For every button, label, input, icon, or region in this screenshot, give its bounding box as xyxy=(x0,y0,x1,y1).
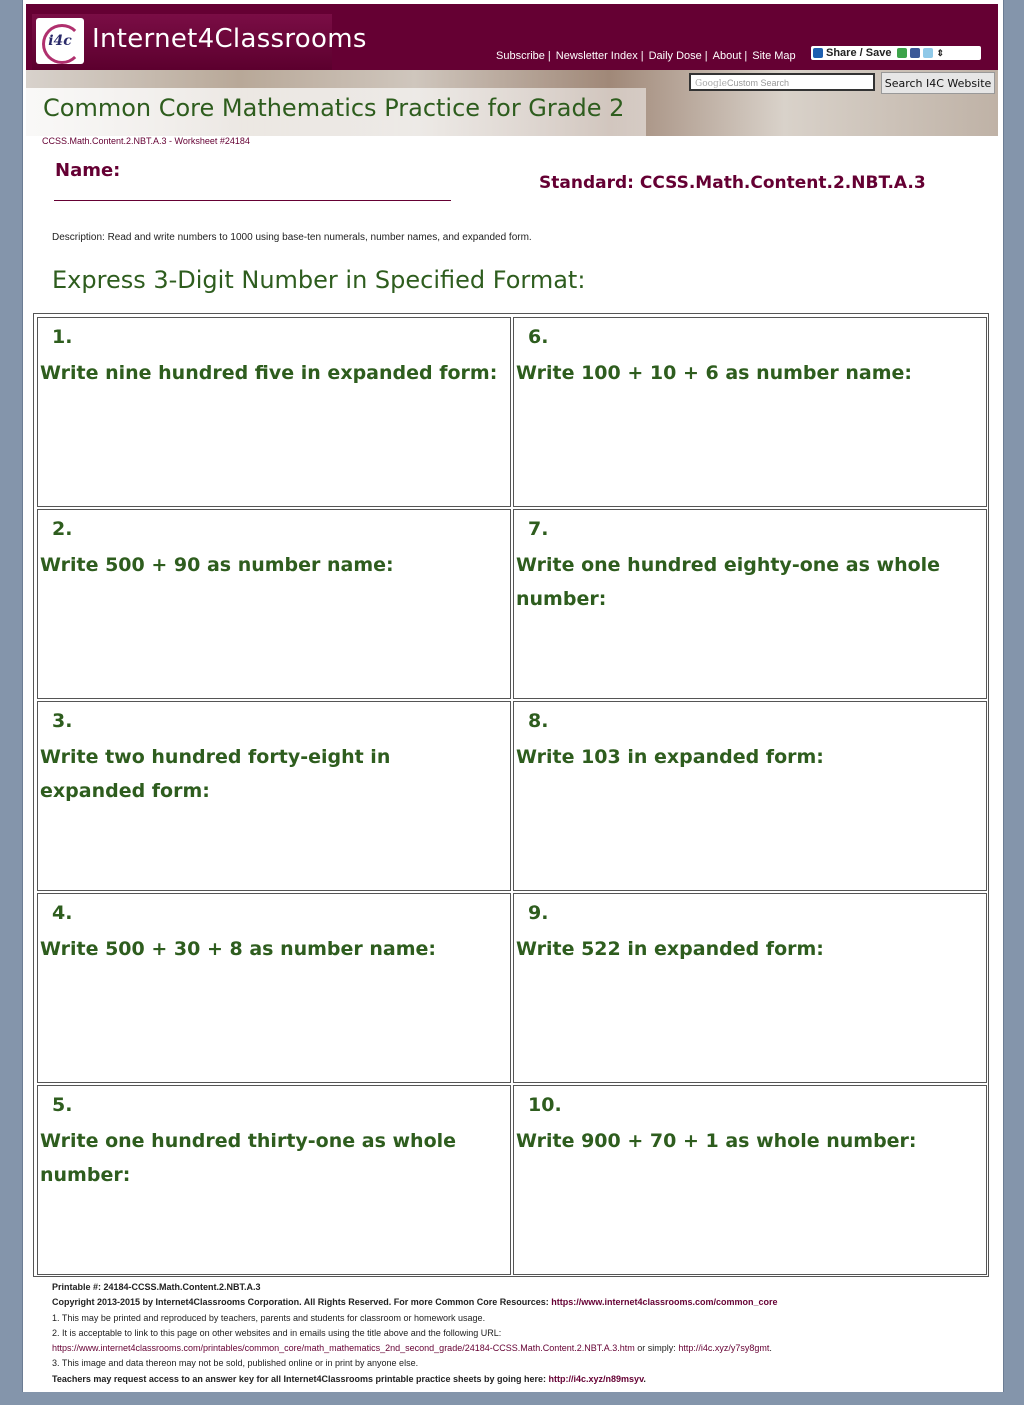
short-url-link[interactable]: http://i4c.xyz/y7sy8gmt xyxy=(678,1343,770,1354)
site-logo[interactable] xyxy=(32,14,367,70)
twitter-icon[interactable] xyxy=(923,48,933,58)
question-grid xyxy=(33,313,989,1277)
standard-label: Standard: CCSS.Math.Content.2.NBT.A.3 xyxy=(539,173,926,193)
share-more-icon[interactable]: ⇕ xyxy=(936,47,944,58)
question-number: 5. xyxy=(52,1094,73,1116)
logo-badge-text: i4c xyxy=(48,33,72,49)
question-cell xyxy=(37,1085,511,1275)
url-or-text: or simply: xyxy=(634,1343,679,1354)
logo-badge xyxy=(36,18,84,64)
usage-note-3: 3. This image and data thereon may not be sold, published online or in print by anyone else. xyxy=(52,1358,419,1369)
name-line xyxy=(54,200,451,201)
question-text: Write 500 + 90 as number name: xyxy=(40,554,394,576)
question-cell xyxy=(37,893,511,1083)
question-cell xyxy=(37,317,511,507)
google-logo: Google xyxy=(695,79,727,89)
common-core-link[interactable]: https://www.internet4classrooms.com/common_core xyxy=(551,1297,778,1308)
search-button[interactable]: Search I4C Website xyxy=(881,72,995,94)
question-text: Write nine hundred five in expanded form: xyxy=(40,362,498,384)
nav-about[interactable]: About xyxy=(712,50,742,62)
question-text: Write 500 + 30 + 8 as number name: xyxy=(40,938,437,960)
nav-newsletter-index[interactable]: Newsletter Index xyxy=(555,50,638,62)
facebook-icon[interactable] xyxy=(910,48,920,58)
usage-note-1: 1. This may be printed and reproduced by teachers, parents and students for classroom or homework usage. xyxy=(52,1312,486,1323)
site-header xyxy=(26,4,998,70)
answer-key-link[interactable]: http://i4c.xyz/n89msyv xyxy=(548,1373,644,1384)
share-plus-icon xyxy=(813,48,823,58)
share-save-label: Share / Save xyxy=(826,47,892,59)
question-number: 2. xyxy=(52,518,73,540)
page xyxy=(22,0,1004,1392)
question-cell xyxy=(513,701,987,891)
question-text: Write 522 in expanded form: xyxy=(516,938,824,960)
question-number: 10. xyxy=(528,1094,562,1116)
name-label: Name: xyxy=(55,160,121,181)
answer-key-line xyxy=(52,1372,992,1387)
section-title: Express 3-Digit Number in Specified Format: xyxy=(52,266,586,294)
worksheet-code: CCSS.Math.Content.2.NBT.A.3 - Worksheet #24184 xyxy=(42,136,250,146)
question-text: Write 103 in expanded form: xyxy=(516,746,824,768)
url-line xyxy=(52,1341,992,1356)
question-number: 9. xyxy=(528,902,549,924)
logo-ring-icon xyxy=(42,24,82,64)
copyright-line xyxy=(52,1295,992,1310)
nav-site-map[interactable]: Site Map xyxy=(752,50,796,62)
search-placeholder: Custom Search xyxy=(727,78,790,88)
answer-key-end: . xyxy=(643,1373,646,1384)
description: Description: Read and write numbers to 1000 using base-ten numerals, number names, and expanded form. xyxy=(52,232,532,243)
question-cell xyxy=(513,1085,987,1275)
top-nav: Subscribe | Newsletter Index | Daily Dose | About | Site Map xyxy=(496,50,796,62)
question-cell xyxy=(37,701,511,891)
question-text: Write one hundred eighty-one as whole number: xyxy=(516,554,941,610)
question-number: 8. xyxy=(528,710,549,732)
question-number: 3. xyxy=(52,710,73,732)
question-number: 6. xyxy=(528,326,549,348)
question-cell xyxy=(37,509,511,699)
copyright-text: Copyright 2013-2015 by Internet4Classrooms Corporation. All Rights Reserved. For more Common Core Resources: xyxy=(52,1297,552,1308)
page-title: Common Core Mathematics Practice for Grade 2 xyxy=(43,94,625,122)
question-text: Write 100 + 10 + 6 as number name: xyxy=(516,362,913,384)
printable-number: Printable #: 24184-CCSS.Math.Content.2.NBT.A.3 xyxy=(52,1282,261,1292)
footer xyxy=(52,1280,992,1387)
question-number: 1. xyxy=(52,326,73,348)
url-end: . xyxy=(769,1343,772,1354)
nav-daily-dose[interactable]: Daily Dose xyxy=(648,50,702,62)
question-text: Write two hundred forty-eight in expanded form: xyxy=(40,746,391,802)
question-cell xyxy=(513,893,987,1083)
worksheet-url-link[interactable]: https://www.internet4classrooms.com/printables/common_core/math_mathematics_2nd_second_grade/24184-CCSS.Math.Content.2.NBT.A.3.htm xyxy=(52,1343,635,1354)
question-cell xyxy=(513,317,987,507)
nav-subscribe[interactable]: Subscribe xyxy=(496,50,545,62)
question-number: 4. xyxy=(52,902,73,924)
answer-key-text: Teachers may request access to an answer key for all Internet4Classrooms printable practice sheets by going here: xyxy=(52,1373,549,1384)
site-name: Internet4Classrooms xyxy=(92,24,367,54)
search-input[interactable] xyxy=(689,73,875,91)
question-cell xyxy=(513,509,987,699)
question-number: 7. xyxy=(528,518,549,540)
question-text: Write 900 + 70 + 1 as whole number: xyxy=(516,1130,917,1152)
share-save-button[interactable] xyxy=(811,46,981,60)
question-text: Write one hundred thirty-one as whole number: xyxy=(40,1130,457,1186)
usage-note-2: 2. It is acceptable to link to this page on other websites and in emails using the title above and the following URL: xyxy=(52,1327,502,1338)
email-share-icon[interactable] xyxy=(897,48,907,58)
